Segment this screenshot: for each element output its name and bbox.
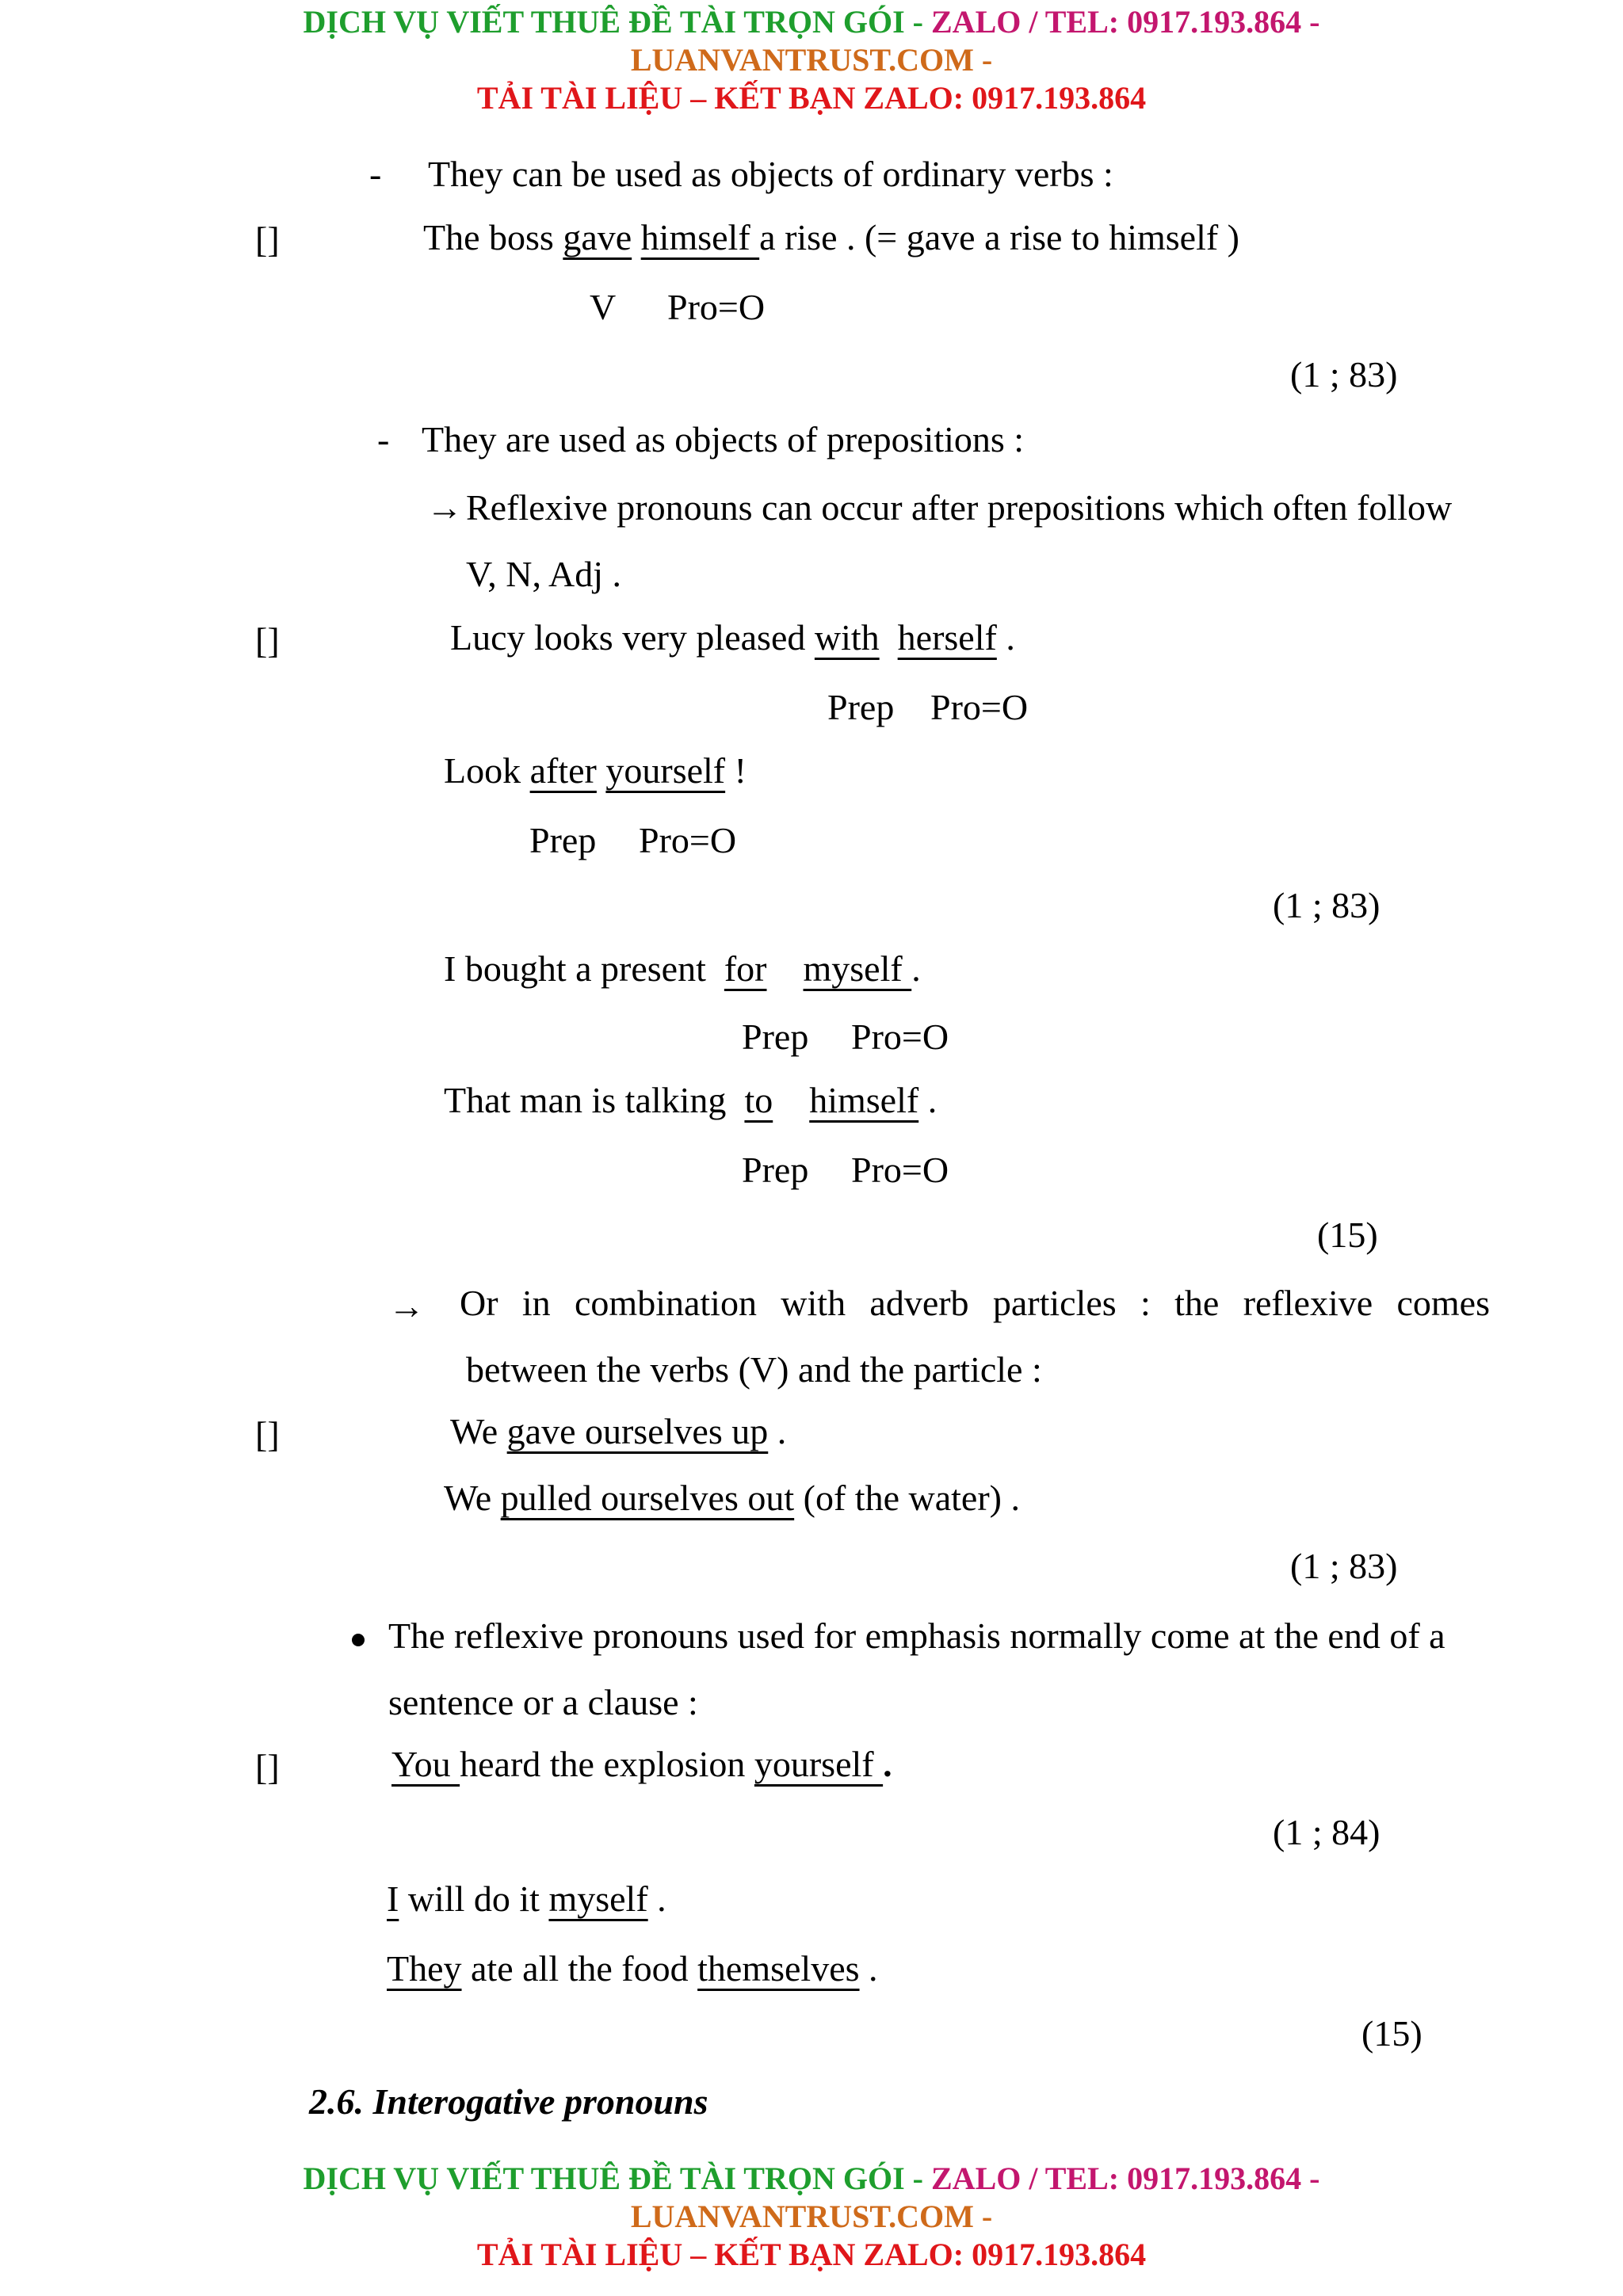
footer-banner [0,2160,1623,2274]
preposition-underlined: with [814,617,880,658]
example-box: [] [255,219,280,260]
label-pronoun-object: Pro=O [639,820,737,860]
dash-marker: - [377,419,390,460]
pronoun-underlined: himself [640,217,760,257]
label-pronoun-object: Pro=O [851,1016,949,1057]
example-explosion-sentence: You heard the explosion yourself . [391,1744,892,1784]
example-talking-sentence: That man is talking to himself . [444,1080,938,1120]
verb-underlined: gave [563,217,632,257]
reference-citation: (15) [1317,1215,1378,1255]
example-box: [] [255,1414,280,1455]
arrow-icon: → [426,487,463,528]
explanation-line: V, N, Adj . [466,554,621,594]
label-preposition: Prep [827,687,895,727]
point-prepositions: They are used as objects of prepositions : [422,419,1025,460]
label-verb: V [590,287,617,327]
label-pronoun-object: Pro=O [930,687,1029,727]
header-banner [0,3,1623,117]
emphasis-point-line: sentence or a clause : [388,1682,698,1722]
pronoun-underlined: yourself [754,1744,884,1784]
subject-underlined: You [391,1744,460,1784]
dash-marker: - [369,154,382,194]
phrasal-verb-underlined: pulled ourselves out [500,1478,795,1518]
footer-contact-text: ZALO / TEL: 0917.193.864 - [931,2161,1320,2196]
preposition-underlined: to [744,1080,773,1120]
pronoun-underlined: himself [809,1080,919,1120]
point-ordinary-verbs: They can be used as objects of ordinary verbs : [428,154,1113,194]
header-download-text: TẢI TÀI LIỆU – KẾT BẠN ZALO: 0917.193.864 [476,80,1147,116]
subject-underlined: I [387,1878,399,1919]
header-service-text: DỊCH VỤ VIẾT THUÊ ĐỀ TÀI TRỌN GÓI - [303,4,931,40]
arrow-icon: → [388,1286,425,1326]
example-box: [] [255,1747,280,1787]
preposition-underlined: after [529,750,597,791]
explanation-line: Or in combination with adverb particles : the reflexive comes [460,1283,1490,1323]
label-pronoun-object: Pro=O [851,1150,949,1190]
footer-service-text: DỊCH VỤ VIẾT THUÊ ĐỀ TÀI TRỌN GÓI - [303,2161,931,2196]
explanation-line: between the verbs (V) and the particle : [466,1349,1042,1390]
example-pulled-out-sentence: We pulled ourselves out (of the water) . [444,1478,1020,1518]
reference-citation: (1 ; 84) [1273,1812,1381,1852]
pronoun-underlined: herself [897,617,997,658]
preposition-underlined: for [724,948,767,989]
example-gave-up-sentence: We gave ourselves up . [450,1411,787,1451]
header-contact-text: ZALO / TEL: 0917.193.864 - [931,4,1320,40]
pronoun-underlined: myself [548,1878,648,1919]
example-look-sentence: Look after yourself ! [444,750,747,791]
footer-site-name: LUANVANTRUST.COM - [630,2199,993,2234]
bullet-icon [352,1634,365,1646]
pronoun-underlined: yourself [605,750,726,791]
example-lucy-sentence: Lucy looks very pleased with herself . [450,617,1015,658]
phrasal-verb-underlined: gave ourselves up [506,1411,769,1451]
pronoun-underlined: myself [803,948,912,989]
example-present-sentence: I bought a present for myself . [444,948,921,989]
pronoun-underlined: themselves [697,1948,860,1989]
subject-underlined: They [387,1948,462,1989]
reference-citation: (15) [1361,2013,1423,2054]
example-box: [] [255,620,280,661]
explanation-line: Reflexive pronouns can occur after prepositions which often follow [466,487,1453,528]
label-preposition: Prep [529,820,597,860]
label-preposition: Prep [742,1016,809,1057]
example-boss-sentence: The boss gave himself a rise . (= gave a rise to himself ) [423,217,1239,257]
reference-citation: (1 ; 83) [1273,885,1381,925]
reference-citation: (1 ; 83) [1290,354,1398,395]
example-do-it-sentence: I will do it myself . [387,1878,666,1919]
footer-download-text: TẢI TÀI LIỆU – KẾT BẠN ZALO: 0917.193.864 [476,2237,1147,2272]
reference-citation: (1 ; 83) [1290,1546,1398,1586]
label-preposition: Prep [742,1150,809,1190]
header-site-name: LUANVANTRUST.COM - [630,42,993,78]
label-pronoun-object: Pro=O [667,287,766,327]
example-food-sentence: They ate all the food themselves . [387,1948,878,1989]
emphasis-point-line: The reflexive pronouns used for emphasis normally come at the end of a [388,1615,1445,1656]
section-heading: 2.6. Interogative pronouns [309,2081,708,2122]
